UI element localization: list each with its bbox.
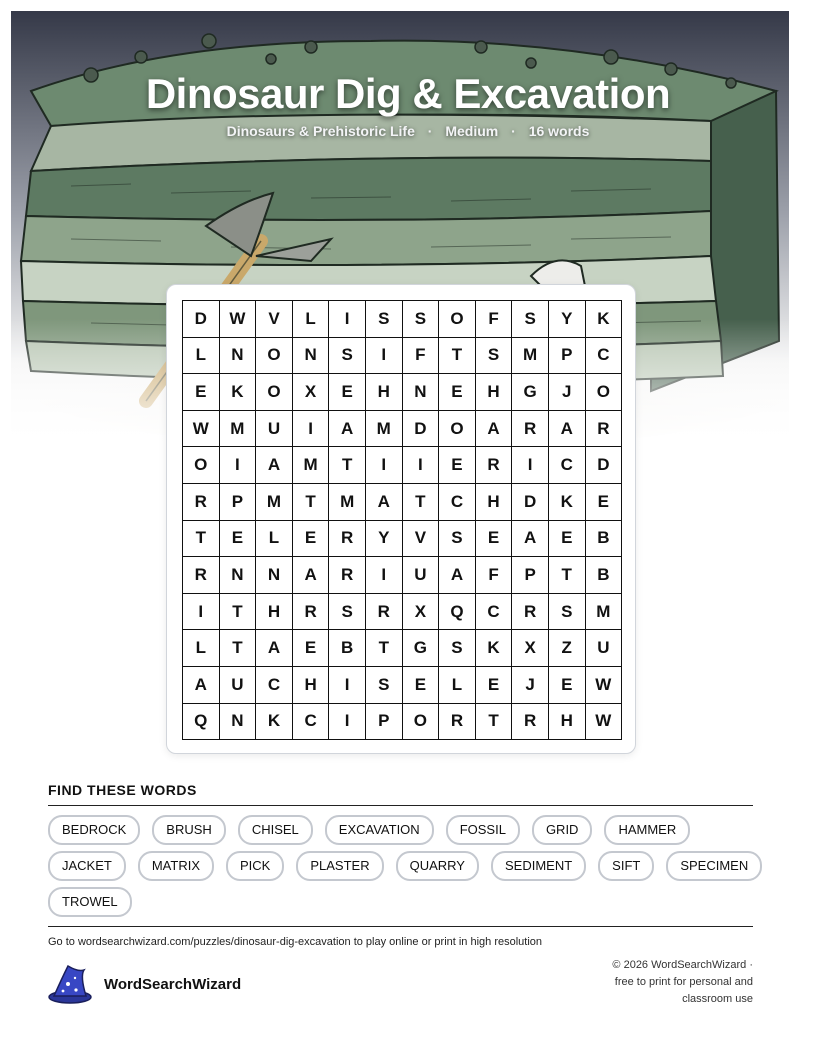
word-chip: PLASTER <box>296 851 383 881</box>
grid-cell[interactable]: N <box>220 338 257 375</box>
grid-cell[interactable]: E <box>586 484 623 521</box>
grid-cell[interactable]: S <box>439 521 476 558</box>
grid-cell[interactable]: S <box>549 594 586 631</box>
grid-cell[interactable]: X <box>403 594 440 631</box>
grid-cell[interactable]: R <box>512 594 549 631</box>
grid-cell[interactable]: P <box>366 704 403 741</box>
brand <box>48 964 241 1004</box>
grid-cell[interactable]: S <box>512 301 549 338</box>
grid-cell[interactable]: I <box>366 338 403 375</box>
grid-cell[interactable]: O <box>183 447 220 484</box>
grid-cell[interactable]: M <box>329 484 366 521</box>
grid-cell[interactable]: W <box>220 301 257 338</box>
grid-cell[interactable]: H <box>366 374 403 411</box>
grid-cell[interactable]: I <box>293 411 330 448</box>
grid-cell[interactable]: F <box>476 301 513 338</box>
grid-cell[interactable]: E <box>183 374 220 411</box>
grid-cell[interactable]: A <box>256 630 293 667</box>
word-chip: TROWEL <box>48 887 132 917</box>
divider <box>48 926 753 927</box>
word-chip: SIFT <box>598 851 654 881</box>
difficulty-label: Medium <box>445 123 499 139</box>
word-chip: GRID <box>532 815 593 845</box>
grid-cell[interactable]: G <box>403 630 440 667</box>
grid-cell[interactable]: I <box>366 557 403 594</box>
grid-cell[interactable]: Y <box>366 521 403 558</box>
grid-cell[interactable]: E <box>220 521 257 558</box>
grid-cell[interactable]: H <box>476 484 513 521</box>
grid-cell[interactable]: R <box>512 704 549 741</box>
meta-separator: · <box>427 123 433 139</box>
grid-cell[interactable]: T <box>549 557 586 594</box>
grid-cell[interactable]: P <box>512 557 549 594</box>
grid-cell[interactable]: W <box>586 704 623 741</box>
category-label: Dinosaurs & Prehistoric Life <box>226 123 415 139</box>
grid-cell[interactable]: P <box>220 484 257 521</box>
grid-cell[interactable]: I <box>183 594 220 631</box>
grid-cell[interactable]: C <box>549 447 586 484</box>
grid-cell[interactable]: M <box>256 484 293 521</box>
grid-cell[interactable]: T <box>220 630 257 667</box>
grid-cell[interactable]: R <box>183 484 220 521</box>
grid-cell[interactable]: K <box>549 484 586 521</box>
grid-cell[interactable]: N <box>220 704 257 741</box>
word-bank <box>48 815 768 917</box>
grid-cell[interactable]: H <box>549 704 586 741</box>
grid-cell[interactable]: D <box>403 411 440 448</box>
grid-cell[interactable]: N <box>403 374 440 411</box>
grid-cell[interactable]: T <box>403 484 440 521</box>
grid-cell[interactable]: E <box>293 630 330 667</box>
grid-cell[interactable]: E <box>293 521 330 558</box>
grid-cell[interactable]: M <box>586 594 623 631</box>
grid-cell[interactable]: F <box>476 557 513 594</box>
page-title: Dinosaur Dig & Excavation <box>145 70 671 117</box>
grid-cell[interactable]: Q <box>183 704 220 741</box>
copyright-line: free to print for personal and <box>614 976 753 988</box>
grid-cell[interactable]: X <box>293 374 330 411</box>
grid-cell[interactable]: C <box>586 338 623 375</box>
grid-cell[interactable]: M <box>366 411 403 448</box>
word-chip: MATRIX <box>138 851 214 881</box>
grid-cell[interactable]: E <box>403 667 440 704</box>
grid-cell[interactable]: B <box>586 521 623 558</box>
grid-cell[interactable]: O <box>439 301 476 338</box>
grid-cell[interactable]: A <box>329 411 366 448</box>
grid-cell[interactable]: S <box>476 338 513 375</box>
grid-cell[interactable]: C <box>439 484 476 521</box>
puzzle-meta <box>0 123 816 139</box>
grid-cell[interactable]: T <box>293 484 330 521</box>
grid-cell[interactable]: R <box>476 447 513 484</box>
grid-cell[interactable]: J <box>549 374 586 411</box>
word-chip: CHISEL <box>238 815 313 845</box>
grid-cell[interactable]: K <box>586 301 623 338</box>
grid-cell[interactable]: A <box>183 667 220 704</box>
copyright-notice <box>563 957 753 1008</box>
grid-cell[interactable]: B <box>329 630 366 667</box>
grid-cell[interactable]: T <box>439 338 476 375</box>
grid-cell[interactable]: A <box>256 447 293 484</box>
word-count-label: 16 words <box>528 123 590 139</box>
word-chip: JACKET <box>48 851 126 881</box>
word-chip: SPECIMEN <box>666 851 762 881</box>
grid-cell[interactable]: A <box>512 521 549 558</box>
meta-separator: · <box>511 123 516 139</box>
grid-cell[interactable]: T <box>183 521 220 558</box>
grid-cell[interactable]: F <box>403 338 440 375</box>
grid-cell[interactable]: U <box>256 411 293 448</box>
word-chip: QUARRY <box>396 851 479 881</box>
word-chip: FOSSIL <box>446 815 520 845</box>
grid-cell[interactable]: H <box>293 667 330 704</box>
grid-cell[interactable]: L <box>183 338 220 375</box>
grid-cell[interactable]: E <box>476 521 513 558</box>
grid-cell[interactable]: B <box>586 557 623 594</box>
grid-cell[interactable]: R <box>586 411 623 448</box>
grid-cell[interactable]: D <box>183 301 220 338</box>
grid-cell[interactable]: E <box>549 667 586 704</box>
grid-cell[interactable]: I <box>329 301 366 338</box>
grid-cell[interactable]: T <box>366 630 403 667</box>
grid-cell[interactable]: N <box>220 557 257 594</box>
grid-cell[interactable]: E <box>439 374 476 411</box>
grid-cell[interactable]: I <box>220 447 257 484</box>
grid-cell[interactable]: A <box>439 557 476 594</box>
grid-cell[interactable]: O <box>403 704 440 741</box>
grid-cell[interactable]: H <box>476 374 513 411</box>
grid-cell[interactable]: K <box>220 374 257 411</box>
grid-cell[interactable]: L <box>256 521 293 558</box>
grid-cell[interactable]: C <box>293 704 330 741</box>
grid-cell[interactable]: M <box>220 411 257 448</box>
grid-cell[interactable]: W <box>183 411 220 448</box>
grid-cell[interactable]: E <box>549 521 586 558</box>
puzzle-card <box>166 284 636 754</box>
grid-cell[interactable]: K <box>476 630 513 667</box>
grid-cell[interactable]: M <box>293 447 330 484</box>
grid-cell[interactable]: U <box>220 667 257 704</box>
word-chip: SEDIMENT <box>491 851 586 881</box>
grid-cell[interactable]: L <box>293 301 330 338</box>
grid-cell[interactable]: I <box>329 667 366 704</box>
grid-cell[interactable]: U <box>586 630 623 667</box>
grid-cell[interactable]: S <box>366 301 403 338</box>
grid-cell[interactable]: X <box>512 630 549 667</box>
grid-cell[interactable]: D <box>512 484 549 521</box>
grid-cell[interactable]: N <box>293 338 330 375</box>
grid-cell[interactable]: R <box>512 411 549 448</box>
grid-cell[interactable]: V <box>403 521 440 558</box>
grid-cell[interactable]: R <box>439 704 476 741</box>
grid-cell[interactable]: A <box>476 411 513 448</box>
grid-cell[interactable]: H <box>256 594 293 631</box>
grid-cell[interactable]: R <box>183 557 220 594</box>
grid-cell[interactable]: Q <box>439 594 476 631</box>
grid-cell[interactable]: E <box>329 374 366 411</box>
footer-url-text: Go to wordsearchwizard.com/puzzles/dinosaur-dig-excavation to play online or print in high resolution <box>48 936 543 948</box>
grid-cell[interactable]: T <box>220 594 257 631</box>
grid-cell[interactable]: E <box>476 667 513 704</box>
grid-cell[interactable]: A <box>549 411 586 448</box>
divider <box>48 805 753 806</box>
grid-cell[interactable]: U <box>403 557 440 594</box>
grid-cell[interactable]: O <box>256 338 293 375</box>
grid-cell[interactable]: R <box>329 521 366 558</box>
wizard-hat-icon <box>48 964 92 1004</box>
grid-cell[interactable]: N <box>256 557 293 594</box>
grid-cell[interactable]: A <box>366 484 403 521</box>
grid-cell[interactable]: T <box>329 447 366 484</box>
word-chip: PICK <box>226 851 284 881</box>
copyright-line: © 2026 WordSearchWizard · <box>612 959 753 971</box>
grid-cell[interactable]: C <box>256 667 293 704</box>
word-chip: EXCAVATION <box>325 815 434 845</box>
grid-cell[interactable]: L <box>183 630 220 667</box>
grid-cell[interactable]: R <box>293 594 330 631</box>
grid-cell[interactable]: L <box>439 667 476 704</box>
grid-cell[interactable]: C <box>476 594 513 631</box>
grid-cell[interactable]: W <box>586 667 623 704</box>
word-chip: BRUSH <box>152 815 226 845</box>
grid-cell[interactable]: I <box>329 704 366 741</box>
grid-cell[interactable]: S <box>366 667 403 704</box>
grid-cell[interactable]: T <box>476 704 513 741</box>
grid-cell[interactable]: O <box>439 411 476 448</box>
grid-cell[interactable]: I <box>512 447 549 484</box>
grid-cell[interactable]: S <box>329 594 366 631</box>
grid-cell[interactable]: O <box>586 374 623 411</box>
grid-cell[interactable]: R <box>366 594 403 631</box>
brand-name: WordSearchWizard <box>104 975 242 993</box>
grid-cell[interactable]: Z <box>549 630 586 667</box>
grid-cell[interactable]: G <box>512 374 549 411</box>
grid-cell[interactable]: M <box>512 338 549 375</box>
grid-cell[interactable]: A <box>293 557 330 594</box>
grid-cell[interactable]: E <box>439 447 476 484</box>
grid-cell[interactable]: S <box>403 301 440 338</box>
grid-cell[interactable]: D <box>586 447 623 484</box>
grid-cell[interactable]: R <box>329 557 366 594</box>
grid-cell[interactable]: P <box>549 338 586 375</box>
grid-cell[interactable]: V <box>256 301 293 338</box>
copyright-line: classroom use <box>682 993 753 1005</box>
grid-cell[interactable]: S <box>329 338 366 375</box>
word-bank-heading: FIND THESE WORDS <box>48 782 197 798</box>
word-chip: HAMMER <box>604 815 690 845</box>
grid-cell[interactable]: O <box>256 374 293 411</box>
grid-cell[interactable]: I <box>366 447 403 484</box>
grid-cell[interactable]: K <box>256 704 293 741</box>
grid-cell[interactable]: Y <box>549 301 586 338</box>
letter-grid <box>182 300 622 740</box>
word-chip: BEDROCK <box>48 815 140 845</box>
grid-cell[interactable]: J <box>512 667 549 704</box>
grid-cell[interactable]: I <box>403 447 440 484</box>
grid-cell[interactable]: S <box>439 630 476 667</box>
